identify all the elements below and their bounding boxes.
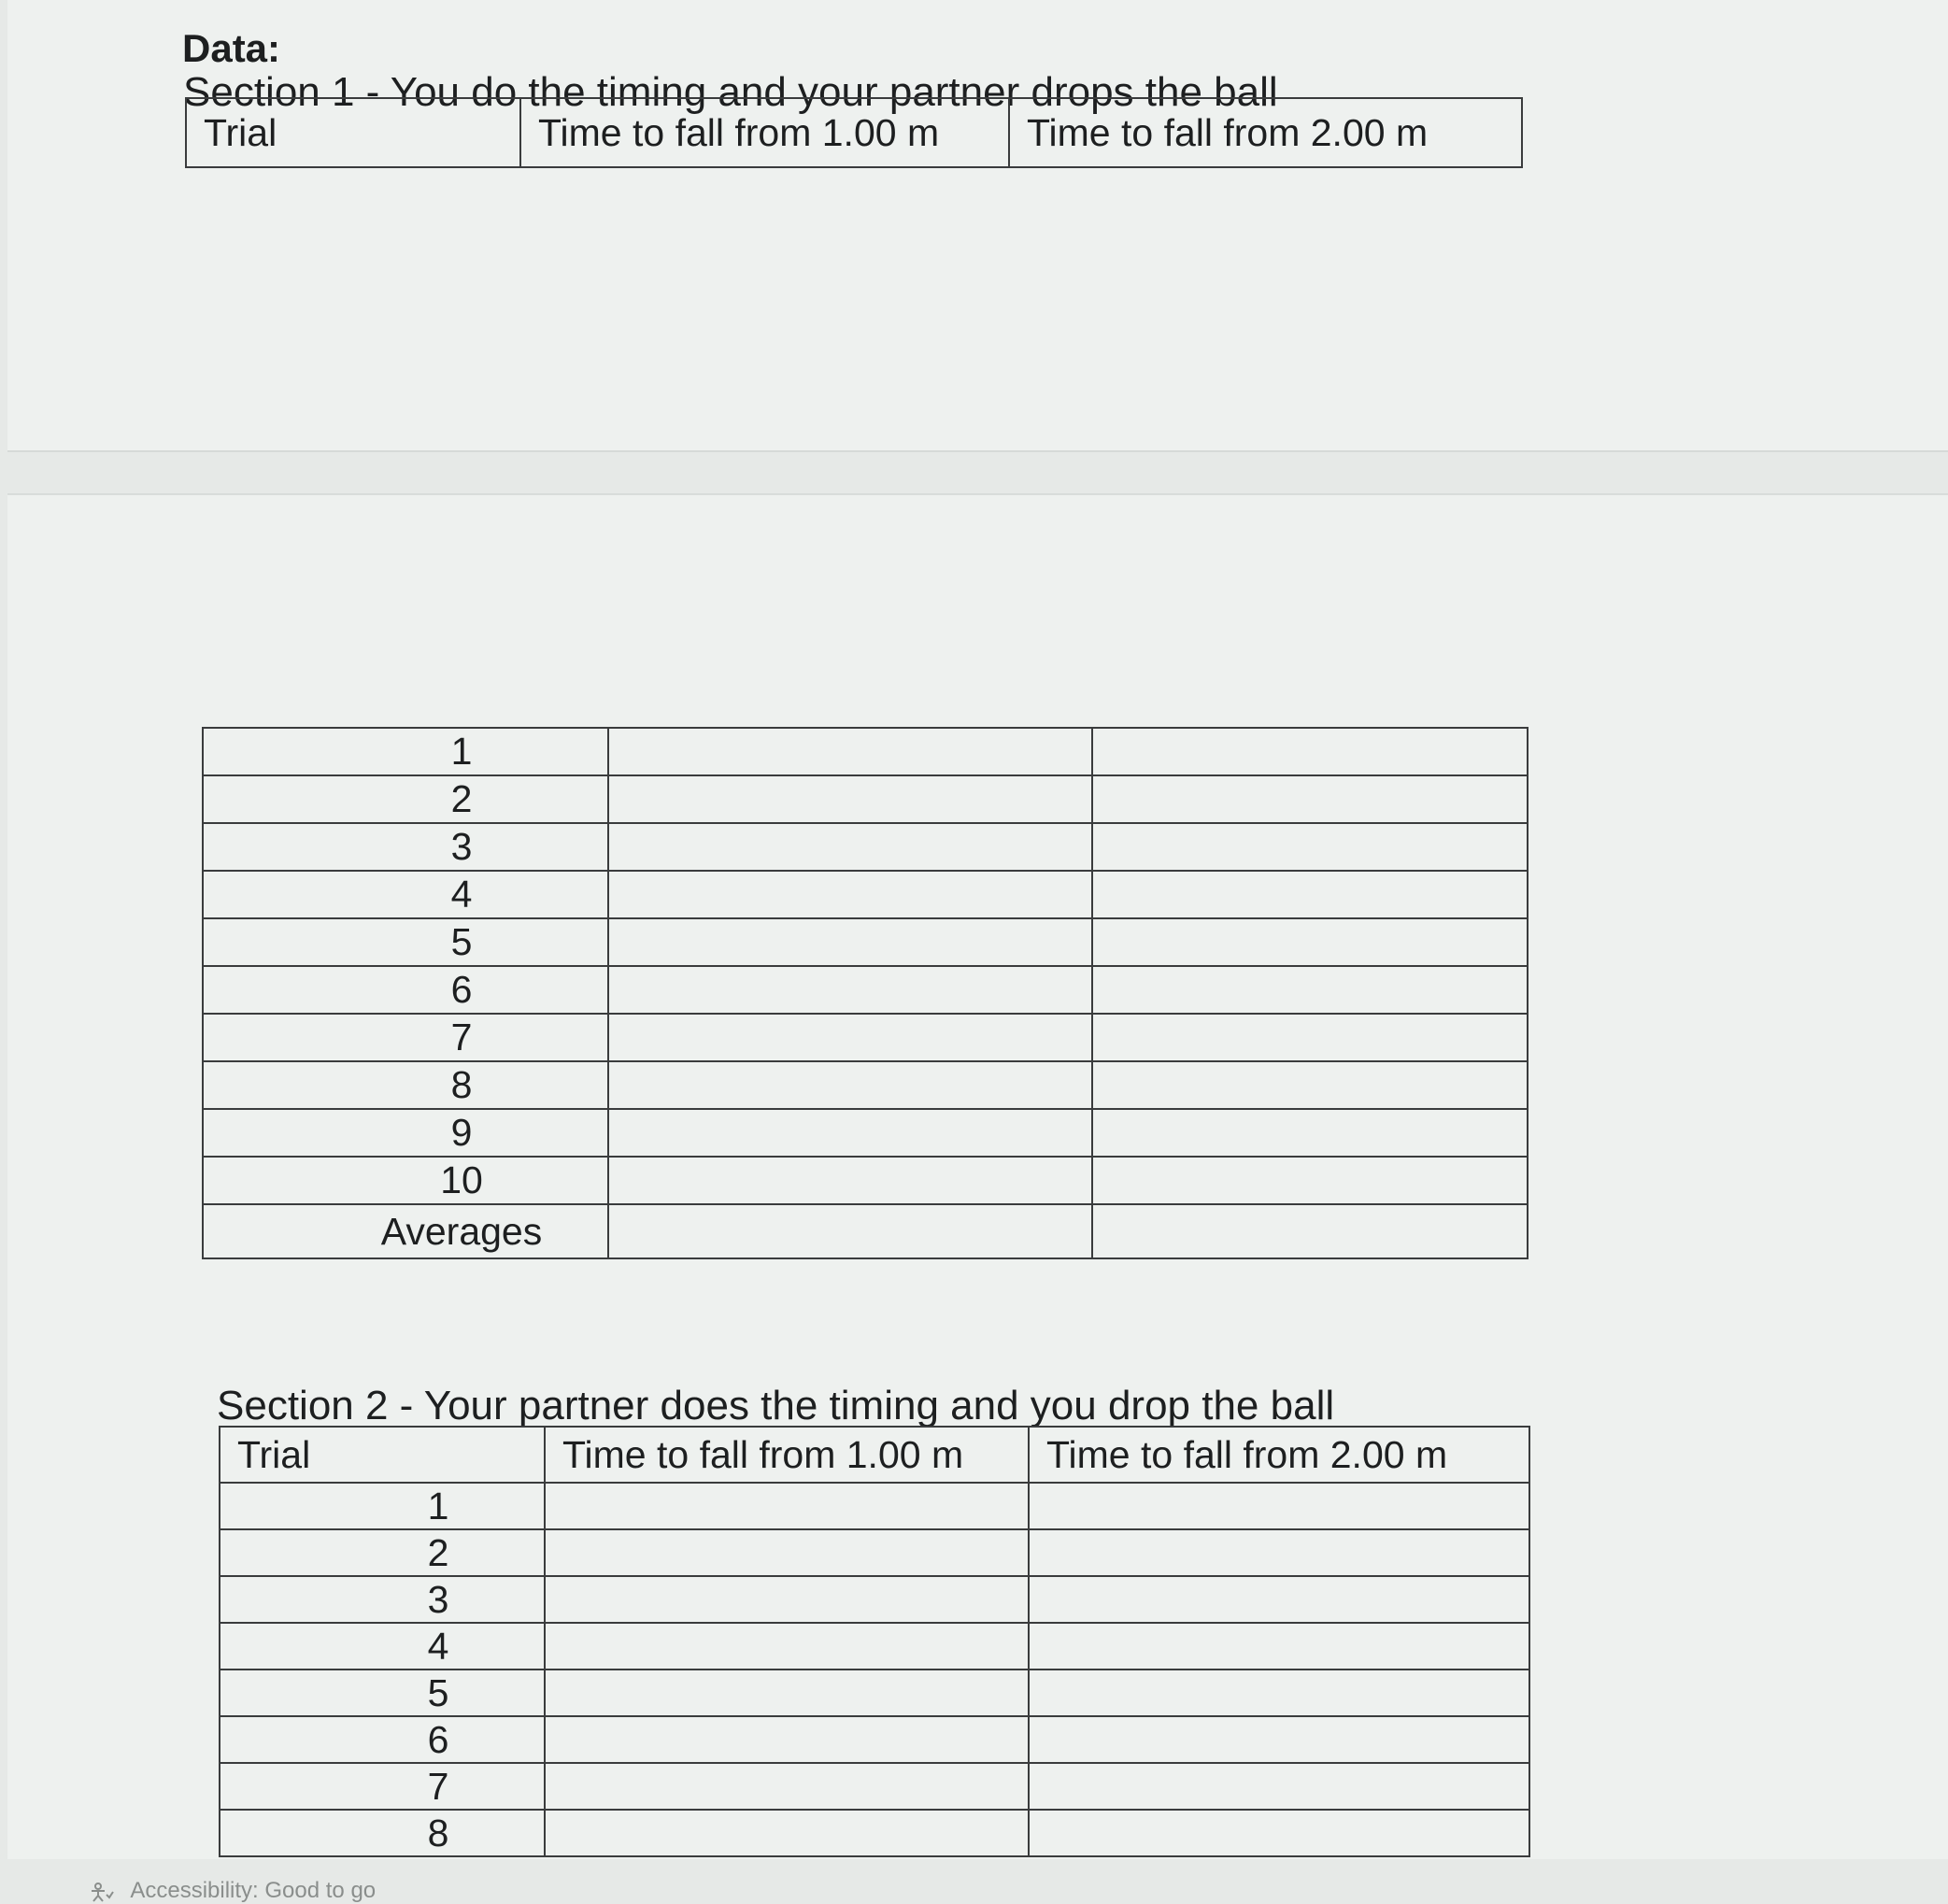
trial-number: 2 bbox=[203, 775, 608, 823]
status-bar-accessibility[interactable] bbox=[90, 1878, 376, 1904]
trial-number: 6 bbox=[220, 1716, 545, 1763]
time-2m-cell[interactable] bbox=[1092, 1204, 1528, 1258]
table-row bbox=[203, 1157, 1528, 1204]
time-1m-cell[interactable] bbox=[545, 1576, 1029, 1623]
time-1m-cell[interactable] bbox=[545, 1810, 1029, 1856]
time-1m-cell[interactable] bbox=[608, 1204, 1092, 1258]
section-1-title: Section 1 - You do the timing and your partner drops the ball bbox=[183, 69, 1278, 115]
trial-number: 2 bbox=[220, 1529, 545, 1576]
time-2m-cell[interactable] bbox=[1092, 1014, 1528, 1061]
time-2m-cell[interactable] bbox=[1092, 823, 1528, 871]
table-row bbox=[203, 966, 1528, 1014]
accessibility-status-text: Accessibility: Good to go bbox=[130, 1878, 377, 1903]
time-1m-cell[interactable] bbox=[545, 1763, 1029, 1810]
time-2m-cell[interactable] bbox=[1092, 966, 1528, 1014]
time-1m-cell[interactable] bbox=[608, 918, 1092, 966]
time-2m-cell[interactable] bbox=[1092, 775, 1528, 823]
data-heading: Data: bbox=[182, 26, 281, 70]
table-row bbox=[203, 775, 1528, 823]
table-row bbox=[203, 918, 1528, 966]
trial-number: 3 bbox=[203, 823, 608, 871]
time-2m-cell[interactable] bbox=[1092, 918, 1528, 966]
table-row bbox=[220, 1716, 1529, 1763]
time-1m-cell[interactable] bbox=[608, 1061, 1092, 1109]
trial-number: 5 bbox=[203, 918, 608, 966]
table-row bbox=[203, 1204, 1528, 1258]
time-2m-cell[interactable] bbox=[1029, 1576, 1529, 1623]
trial-number: 7 bbox=[220, 1763, 545, 1810]
table-row bbox=[220, 1810, 1529, 1856]
table-row bbox=[203, 1014, 1528, 1061]
time-1m-cell[interactable] bbox=[608, 1157, 1092, 1204]
time-1m-cell[interactable] bbox=[545, 1529, 1029, 1576]
time-2m-cell[interactable] bbox=[1092, 1157, 1528, 1204]
time-1m-cell[interactable] bbox=[608, 966, 1092, 1014]
table-row bbox=[203, 871, 1528, 918]
averages-label: Averages bbox=[203, 1204, 608, 1258]
time-2m-cell[interactable] bbox=[1092, 871, 1528, 918]
time-1m-cell[interactable] bbox=[545, 1670, 1029, 1716]
time-1m-cell[interactable] bbox=[608, 728, 1092, 775]
section-2-col-1m: Time to fall from 1.00 m bbox=[545, 1427, 1029, 1483]
time-2m-cell[interactable] bbox=[1029, 1763, 1529, 1810]
time-1m-cell[interactable] bbox=[545, 1716, 1029, 1763]
trial-number: 1 bbox=[203, 728, 608, 775]
trial-number: 8 bbox=[203, 1061, 608, 1109]
time-2m-cell[interactable] bbox=[1029, 1623, 1529, 1670]
table-row bbox=[220, 1529, 1529, 1576]
time-1m-cell[interactable] bbox=[608, 823, 1092, 871]
time-1m-cell[interactable] bbox=[545, 1483, 1029, 1529]
table-row bbox=[220, 1670, 1529, 1716]
trial-number: 4 bbox=[203, 871, 608, 918]
trial-number: 4 bbox=[220, 1623, 545, 1670]
section-2-title: Section 2 - Your partner does the timing and you drop the ball bbox=[217, 1383, 1335, 1428]
trial-number: 8 bbox=[220, 1810, 545, 1856]
trial-number: 10 bbox=[203, 1157, 608, 1204]
table-row bbox=[203, 1061, 1528, 1109]
table-row bbox=[220, 1623, 1529, 1670]
section-2-table bbox=[219, 1426, 1530, 1857]
time-2m-cell[interactable] bbox=[1029, 1716, 1529, 1763]
trial-number: 6 bbox=[203, 966, 608, 1014]
time-1m-cell[interactable] bbox=[608, 1014, 1092, 1061]
section-1-col-1m: Time to fall from 1.00 m bbox=[520, 98, 1009, 167]
trial-number: 5 bbox=[220, 1670, 545, 1716]
time-2m-cell[interactable] bbox=[1029, 1483, 1529, 1529]
table-row bbox=[203, 728, 1528, 775]
trial-number: 3 bbox=[220, 1576, 545, 1623]
time-2m-cell[interactable] bbox=[1092, 728, 1528, 775]
trial-number: 7 bbox=[203, 1014, 608, 1061]
section-1-col-2m: Time to fall from 2.00 m bbox=[1009, 98, 1522, 167]
accessibility-icon bbox=[90, 1882, 114, 1902]
time-1m-cell[interactable] bbox=[608, 1109, 1092, 1157]
table-row bbox=[220, 1576, 1529, 1623]
section-2-col-2m: Time to fall from 2.00 m bbox=[1029, 1427, 1529, 1483]
section-1-data-table bbox=[202, 727, 1529, 1259]
time-1m-cell[interactable] bbox=[608, 775, 1092, 823]
document-page-top bbox=[7, 0, 1948, 452]
time-2m-cell[interactable] bbox=[1092, 1109, 1528, 1157]
table-row bbox=[220, 1763, 1529, 1810]
time-1m-cell[interactable] bbox=[545, 1623, 1029, 1670]
table-row bbox=[203, 1109, 1528, 1157]
trial-number: 1 bbox=[220, 1483, 545, 1529]
time-2m-cell[interactable] bbox=[1029, 1810, 1529, 1856]
section-1-col-trial: Trial bbox=[186, 98, 520, 167]
time-2m-cell[interactable] bbox=[1029, 1670, 1529, 1716]
section-1-header-table bbox=[185, 97, 1523, 168]
table-row bbox=[220, 1483, 1529, 1529]
time-2m-cell[interactable] bbox=[1092, 1061, 1528, 1109]
trial-number: 9 bbox=[203, 1109, 608, 1157]
section-2-col-trial: Trial bbox=[220, 1427, 545, 1483]
time-1m-cell[interactable] bbox=[608, 871, 1092, 918]
table-row bbox=[203, 823, 1528, 871]
time-2m-cell[interactable] bbox=[1029, 1529, 1529, 1576]
